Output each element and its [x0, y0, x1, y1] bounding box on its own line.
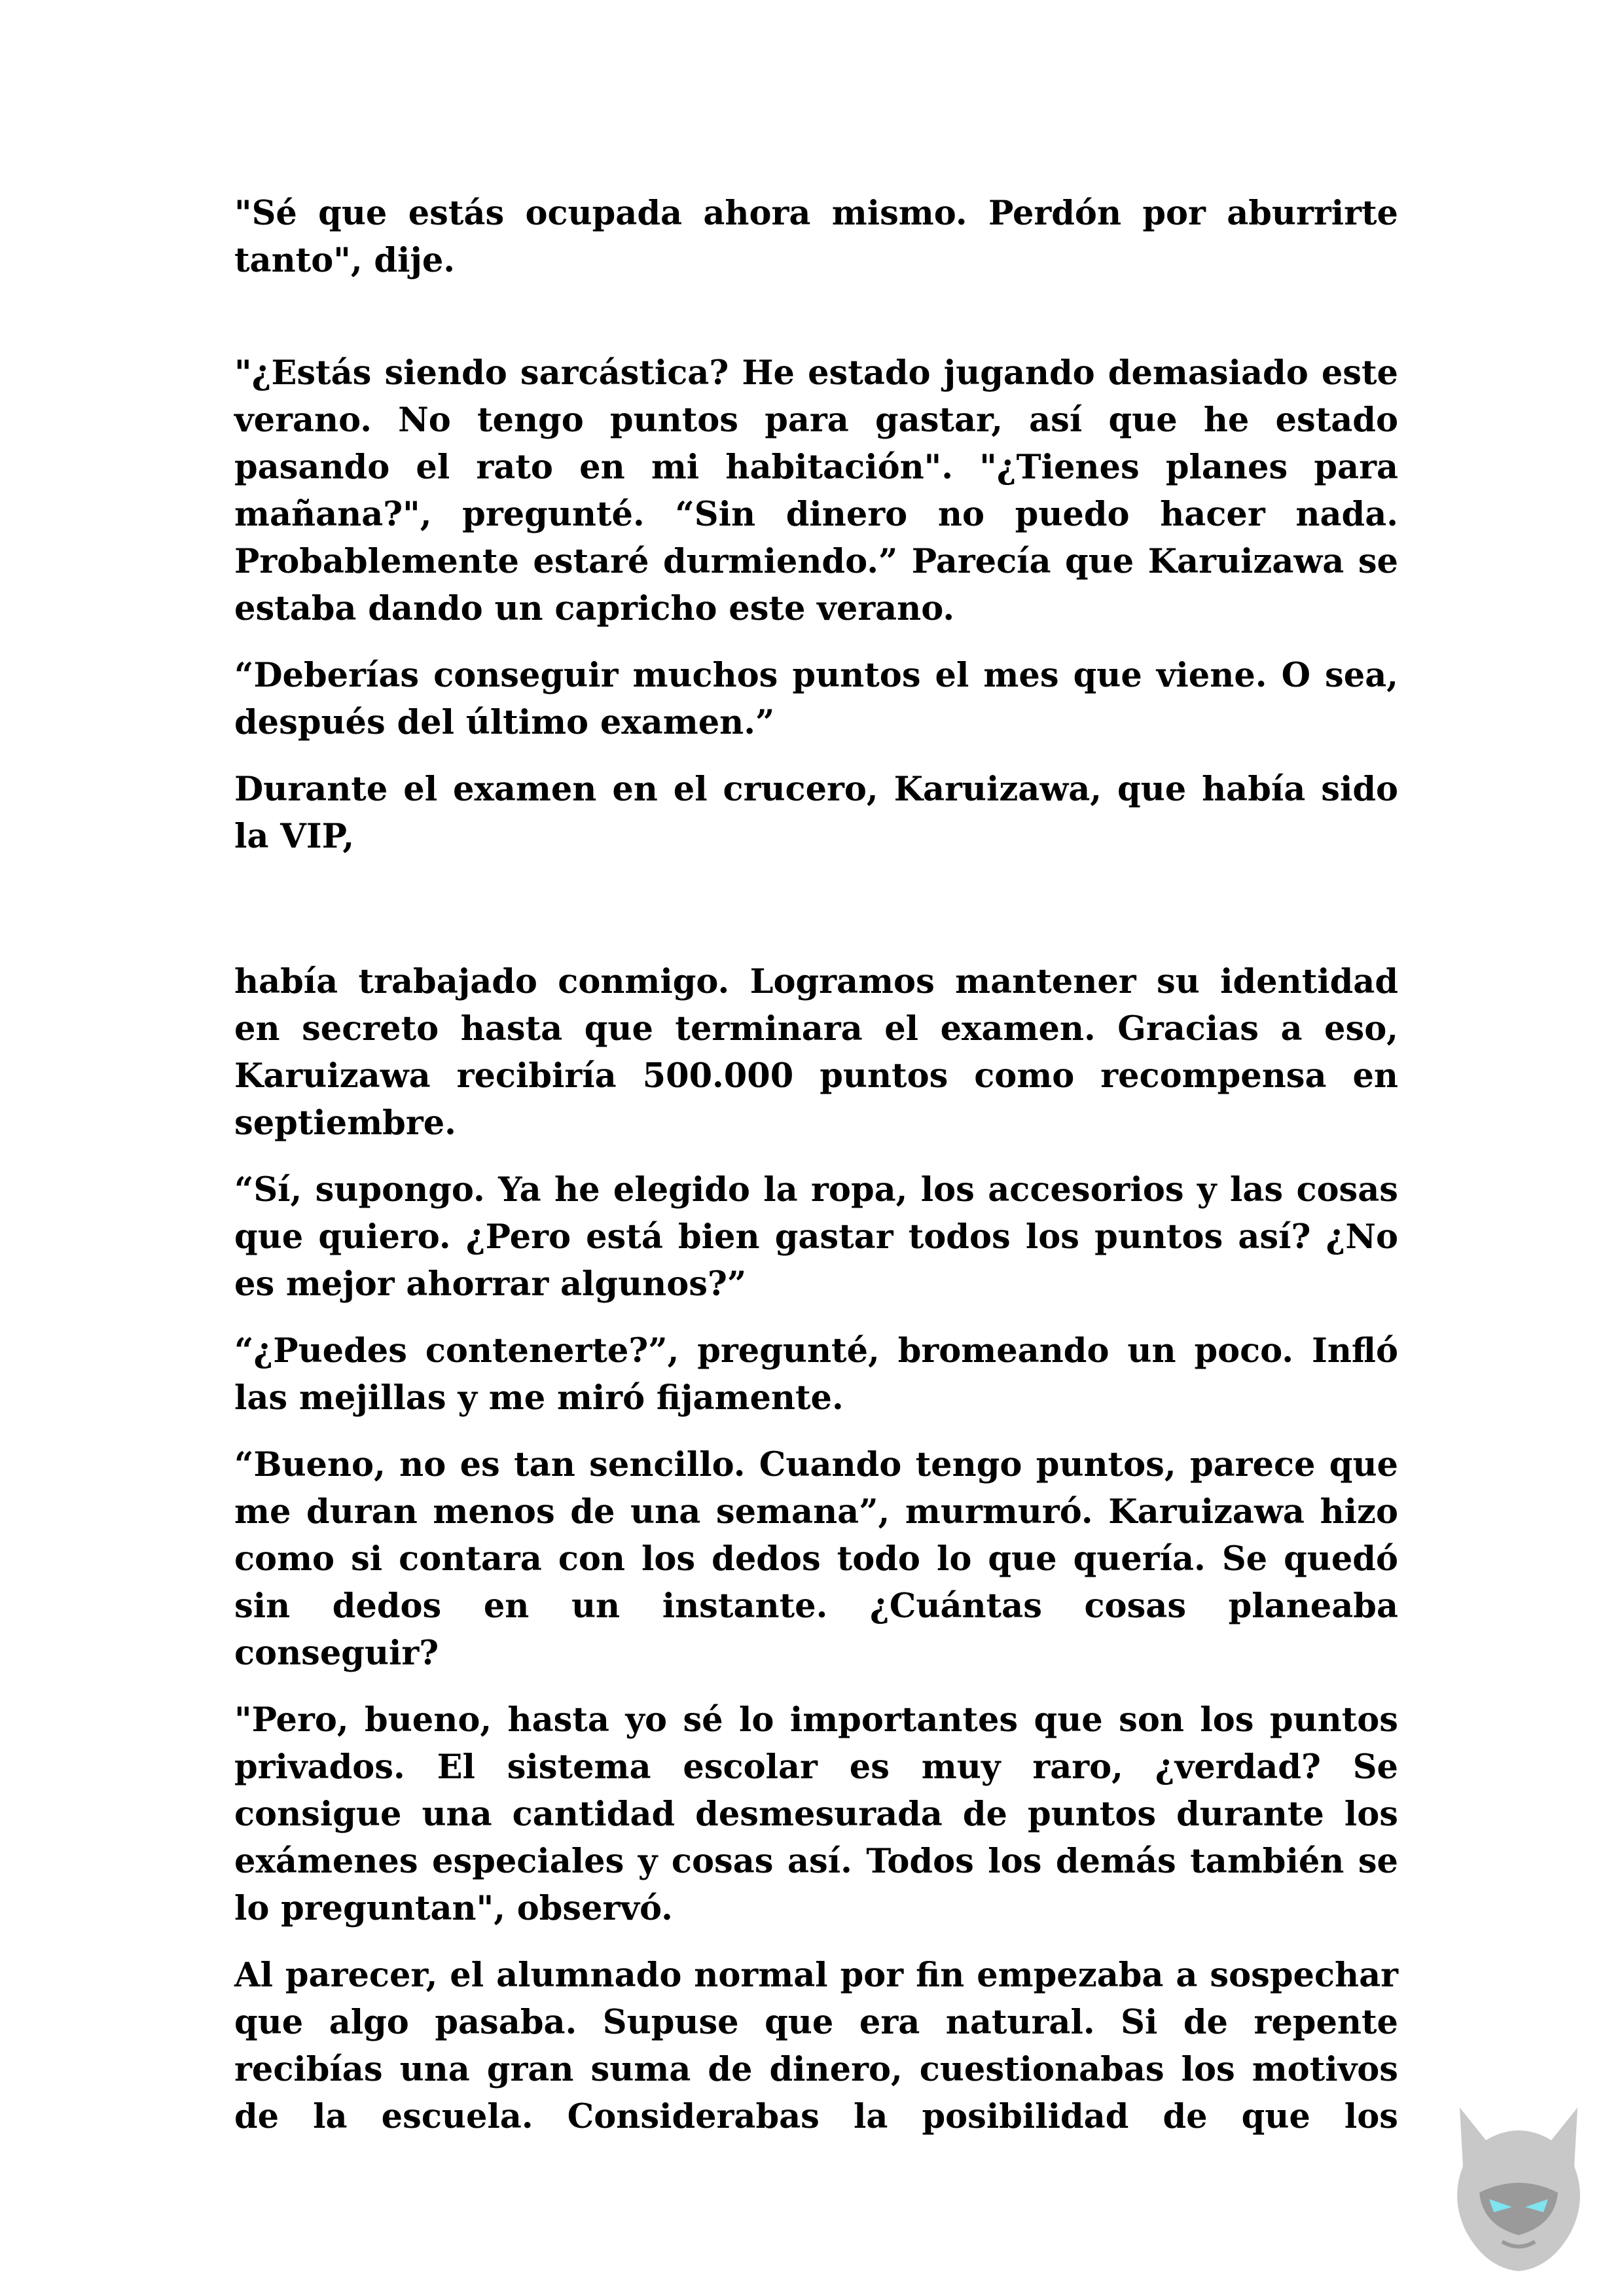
paragraph-10: Al parecer, el alumnado normal por fin empezaba a sospechar que algo pasaba. Supuse que era natural. Si de repente recibías una gran suma de dinero, cuestionabas los motivos de la escuela. Considerabas la posibilidad de que los — [234, 1956, 1398, 2136]
demon-head-logo-icon — [1440, 2094, 1597, 2278]
paragraph-1: "Sé que estás ocupada ahora mismo. Perdón por aburrirte tanto", dije. — [234, 194, 1398, 280]
paragraph-3: “Deberías conseguir muchos puntos el mes que viene. O sea, después del último examen.” — [234, 656, 1398, 742]
paragraph-4: Durante el examen en el crucero, Karuizawa, que había sido la VIP, — [234, 770, 1398, 856]
paragraph-7: “¿Puedes contenerte?”, pregunté, bromeando un poco. Infló las mejillas y me miró fijamente. — [234, 1331, 1398, 1418]
paragraph-5: había trabajado conmigo. Logramos mantener su identidad en secreto hasta que terminara el examen. Gracias a eso, Karuizawa recibiría 500.000 puntos como recompensa en septiembre. — [234, 962, 1398, 1143]
paragraph-2: "¿Estás siendo sarcástica? He estado jugando demasiado este verano. No tengo puntos para gastar, así que he estado pasando el rato en mi habitación". "¿Tienes planes para mañana?", pregunté. “Sin dinero no puedo hacer nada. Probablemente estaré durmiendo.” Parecía que Karuizawa se estaba dando un capricho este verano. — [234, 353, 1398, 628]
paragraph-8: “Bueno, no es tan sencillo. Cuando tengo puntos, parece que me duran menos de una semana”, murmuró. Karuizawa hizo como si contara con los dedos todo lo que quería. Se quedó sin dedos en un instante. ¿Cuántas cosas planeaba conseguir? — [234, 1445, 1398, 1673]
body-text — [234, 190, 1398, 2160]
paragraph-9: "Pero, bueno, hasta yo sé lo importantes que son los puntos privados. El sistema escolar es muy raro, ¿verdad? Se consigue una cantidad desmesurada de puntos durante los exámenes especiales y cosas así. Todos los demás también se lo preguntan", observó. — [234, 1700, 1398, 1928]
paragraph-6: “Sí, supongo. Ya he elegido la ropa, los accesorios y las cosas que quiero. ¿Pero está bien gastar todos los puntos así? ¿No es mejor ahorrar algunos?” — [234, 1170, 1398, 1304]
